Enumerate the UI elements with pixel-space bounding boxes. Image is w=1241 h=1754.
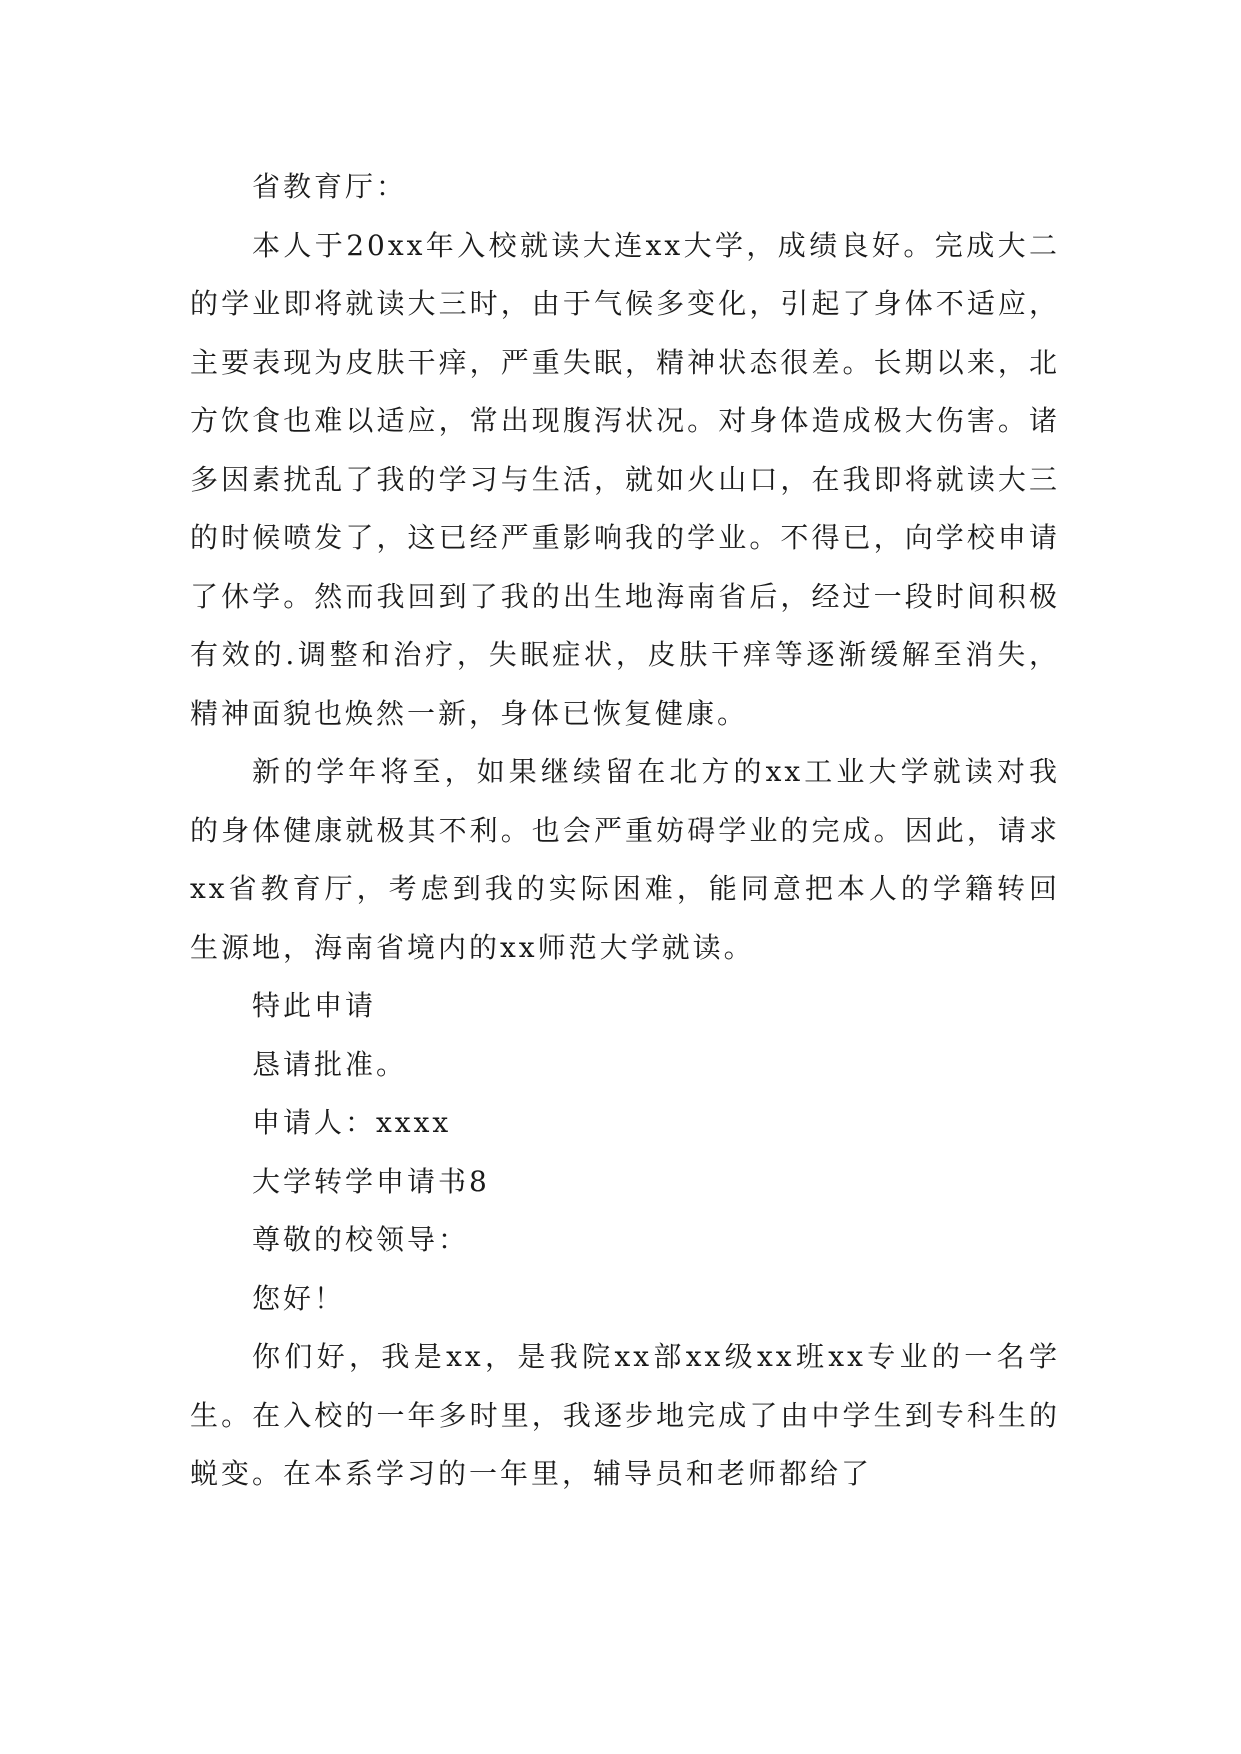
salutation-education-department: 省教育厅： [252,170,408,203]
paragraph-health-reason: 本人于20xx年入校就读大连xx大学，成绩良好。完成大二的学业即将就读大三时，由于气候多变化，引起了身体不适应，主要表现为皮肤干痒，严重失眠，精神状态很差。长期以来，北方饮食也难以适应，常出现腹泻状况。对身体造成极大伤害。诸多因素扰乱了我的学习与生活，就如火山口，在我即将就读大三的时候喷发了，这已经严重影响我的学业。不得已，向学校申请了休学。然而我回到了我的出生地海南省后，经过一段时间积极有效的.调整和治疗，失眠症状，皮肤干痒等逐渐缓解至消失，精神面貌也焕然一新，身体已恢复健康。 [190,228,1060,730]
closing-application: 特此申请 [252,989,377,1022]
document-body [190,158,1060,1504]
section-title: 大学转学申请书8 [252,1164,490,1198]
salutation-school-leaders: 尊敬的校领导： [252,1223,470,1256]
paragraph-transfer-request: 新的学年将至，如果继续留在北方的xx工业大学就读对我的身体健康就极其不利。也会严重妨碍学业的完成。因此，请求xx省教育厅，考虑到我的实际困难，能同意把本人的学籍转回生源地，海南省境内的xx师范大学就读。 [190,755,1060,964]
closing-approval: 恳请批准。 [252,1047,408,1081]
greeting: 您好！ [252,1281,346,1315]
paragraph-introduction: 你们好，我是xx，是我院xx部xx级xx班xx专业的一名学生。在入校的一年多时里，我逐步地完成了由中学生到专科生的蜕变。在本系学习的一年里，辅导员和老师都给了 [190,1340,1060,1490]
applicant-signature: 申请人：xxxx [252,1106,452,1139]
